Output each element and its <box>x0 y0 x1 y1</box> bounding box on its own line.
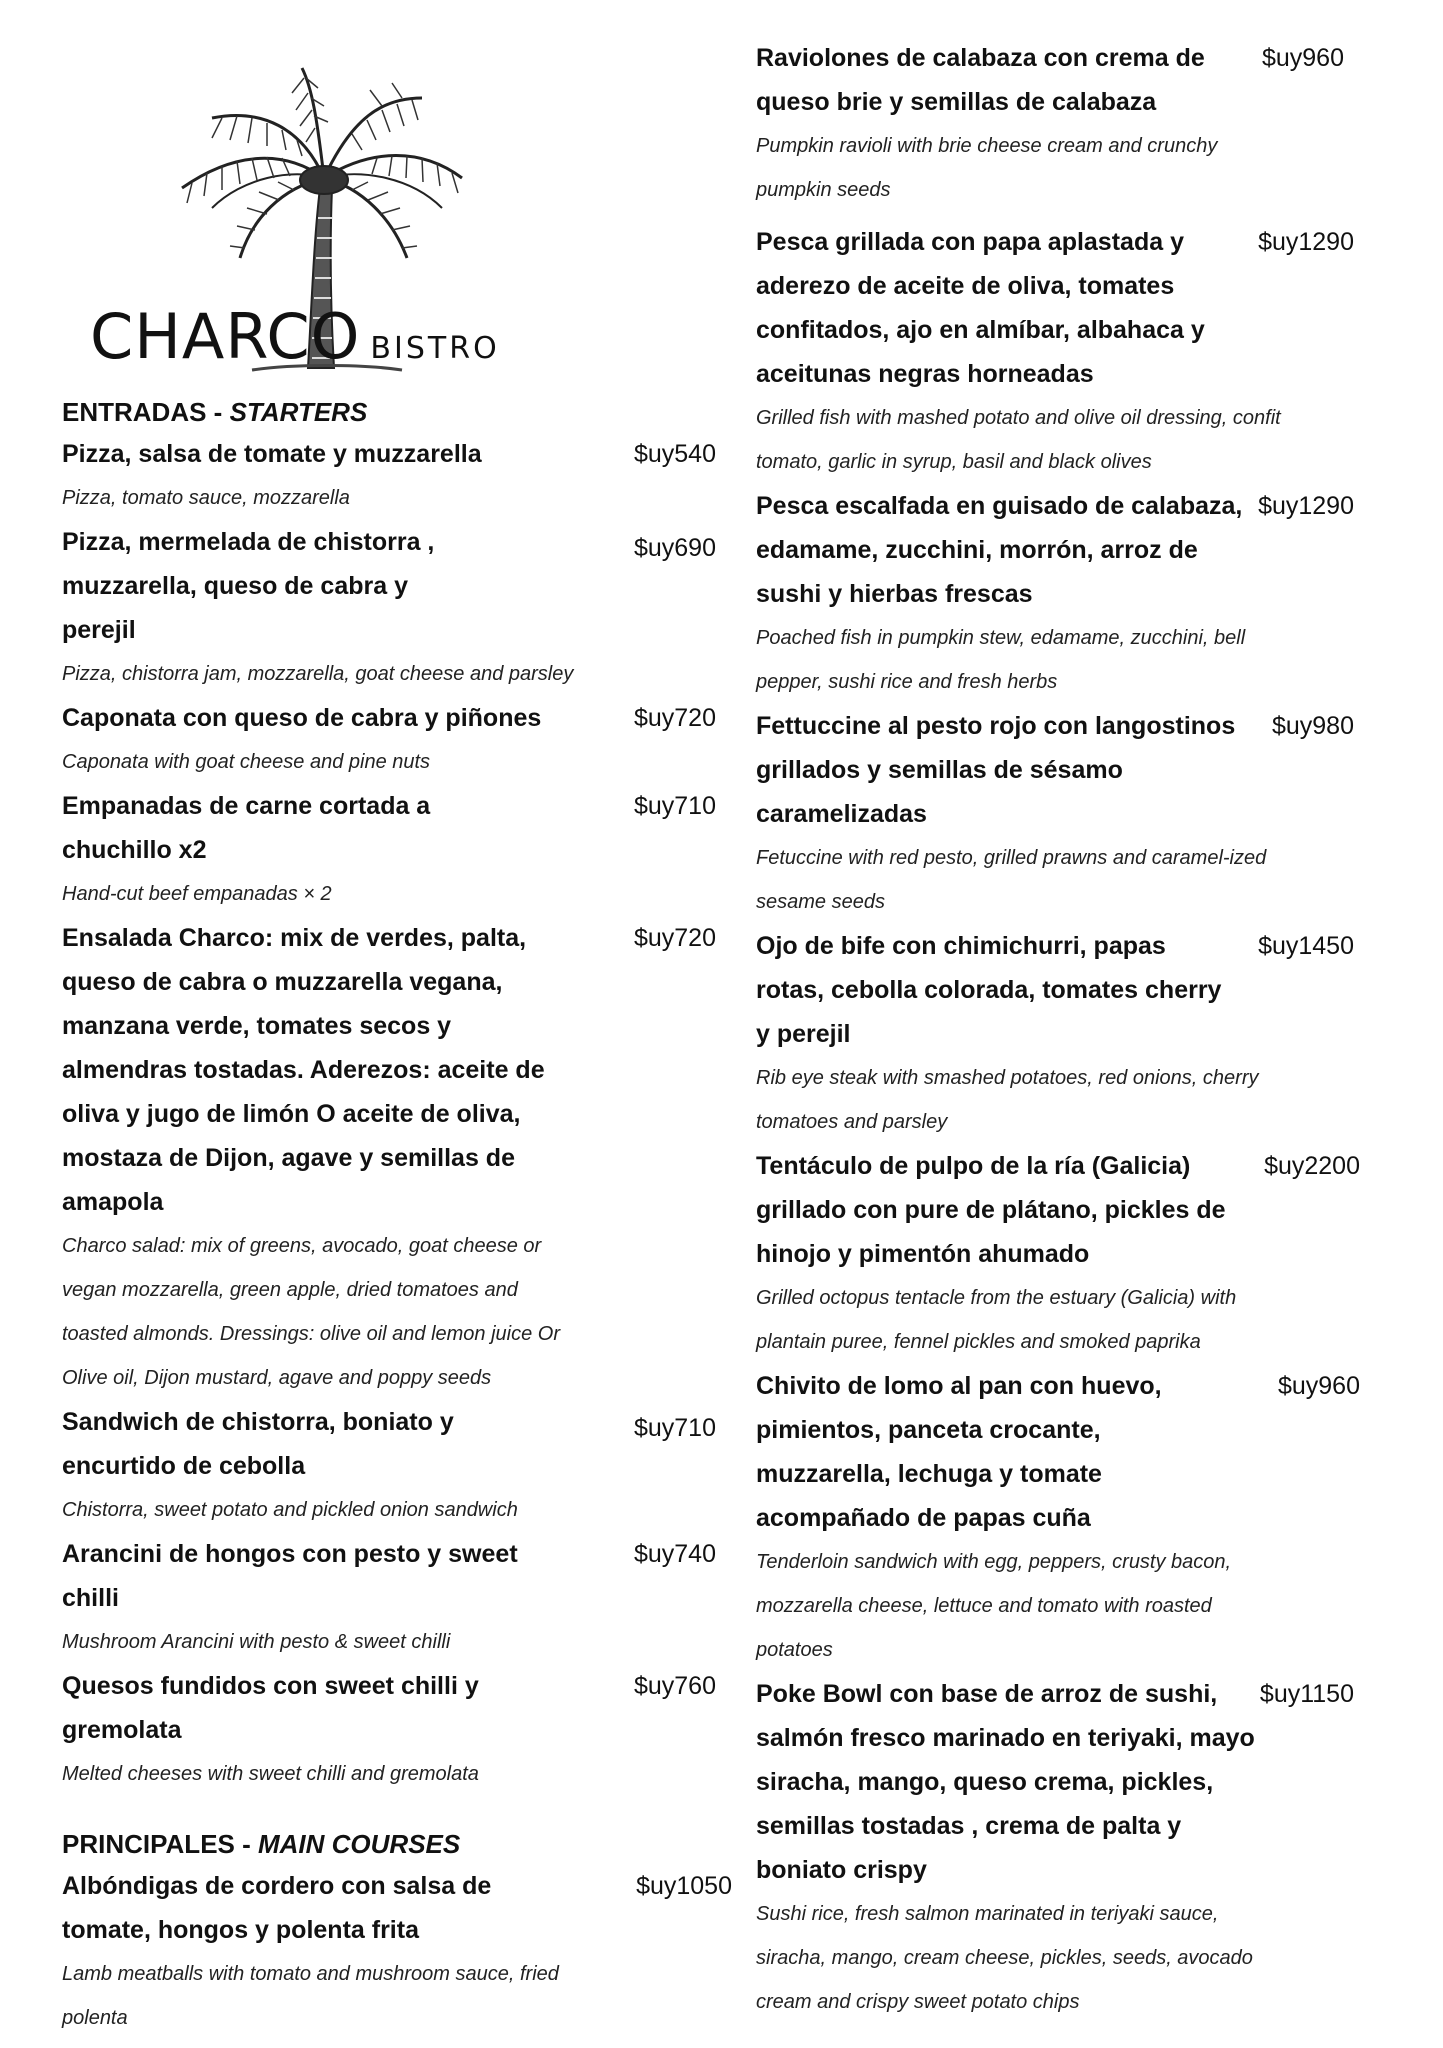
dish-name: Pesca grillada con papa aplastada y aderezo de aceite de oliva, tomates confitados, ajo en almíbar, albahaca y aceitunas negras horneadas <box>756 228 1205 388</box>
dish-name: Albóndigas de cordero con salsa de tomate, hongos y polenta frita <box>62 1872 492 1944</box>
dish-description: Mushroom Arancini with pesto & sweet chilli <box>62 1631 451 1653</box>
dish-description: Tenderloin sandwich with egg, peppers, crusty bacon, mozzarella cheese, lettuce and tomato with roasted potatoes <box>756 1551 1232 1661</box>
menu-item <box>62 784 716 916</box>
dish-name: Raviolones de calabaza con crema de queso brie y semillas de calabaza <box>756 44 1205 116</box>
menu-item <box>62 1400 716 1532</box>
dish-price: $uy1290 <box>1258 228 1354 256</box>
dish-name: Pizza, mermelada de chistorra , muzzarella, queso de cabra y perejil <box>62 528 435 644</box>
dish-price: $uy1150 <box>1259 1680 1354 1708</box>
dish-name: Empanadas de carne cortada a chuchillo x2 <box>62 792 431 864</box>
menu-item <box>756 924 1396 1144</box>
brand-subtitle: BISTRO <box>370 331 500 366</box>
menu-item <box>62 520 716 696</box>
dish-name: Poke Bowl con base de arroz de sushi, salmón fresco marinado en teriyaki, mayo siracha, mango, queso crema, pickles, semillas tostadas , crema de palta y boniato crispy <box>756 1680 1255 1884</box>
menu-item <box>756 484 1396 704</box>
dish-name: Sandwich de chistorra, boniato y encurtido de cebolla <box>62 1408 454 1480</box>
dish-name: Tentáculo de pulpo de la ría (Galicia) grillado con pure de plátano, pickles de hinojo y pimentón ahumado <box>756 1152 1226 1268</box>
dish-description: Fetuccine with red pesto, grilled prawns and caramel-ized sesame seeds <box>756 847 1267 913</box>
menu-item <box>756 1364 1396 1672</box>
menu-item <box>62 1532 716 1664</box>
dish-description: Grilled octopus tentacle from the estuary (Galicia) with plantain puree, fennel pickles and smoked paprika <box>756 1287 1237 1353</box>
dish-price: $uy1450 <box>1258 932 1354 960</box>
dish-description: Pizza, chistorra jam, mozzarella, goat cheese and parsley <box>62 663 574 685</box>
dish-name: Fettuccine al pesto rojo con langostinos grillados y semillas de sésamo caramelizadas <box>756 712 1236 828</box>
menu-item <box>756 1144 1396 1364</box>
starters-section <box>62 392 732 2040</box>
dish-description: Pizza, tomato sauce, mozzarella <box>62 487 350 509</box>
menu-item <box>62 916 716 1400</box>
dish-description: Chistorra, sweet potato and pickled onion sandwich <box>62 1499 518 1521</box>
dish-name: Ensalada Charco: mix de verdes, palta, queso de cabra o muzzarella vegana, manzana verde, tomates secos y almendras tostadas. Aderezos: aceite de oliva y jugo de limón O aceite de oliva, mostaza de Dijon, agave y semillas de amapola <box>62 924 545 1216</box>
dish-description: Poached fish in pumpkin stew, edamame, zucchini, bell pepper, sushi rice and fresh herbs <box>756 627 1246 693</box>
dish-price: $uy540 <box>633 440 716 468</box>
dish-name: Arancini de hongos con pesto y sweet chilli <box>62 1540 518 1612</box>
dish-description: Caponata with goat cheese and pine nuts <box>62 751 431 773</box>
dish-name: Quesos fundidos con sweet chilli y gremolata <box>62 1672 479 1744</box>
dish-description: Hand-cut beef empanadas × 2 <box>62 883 332 905</box>
dish-price: $uy720 <box>633 924 716 952</box>
dish-description: Pumpkin ravioli with brie cheese cream and crunchy pumpkin seeds <box>756 135 1218 201</box>
dish-description: Rib eye steak with smashed potatoes, red onions, cherry tomatoes and parsley <box>756 1067 1259 1133</box>
dish-price: $uy1050 <box>636 1872 732 1900</box>
dish-name: Chivito de lomo al pan con huevo, pimientos, panceta crocante, muzzarella, lechuga y tomate acompañado de papas cuña <box>756 1372 1162 1532</box>
starters-heading: ENTRADAS - STARTERS <box>62 397 368 427</box>
dish-price: $uy760 <box>633 1672 716 1700</box>
brand-name: CHARCO <box>90 300 361 373</box>
dish-price: $uy740 <box>633 1540 716 1568</box>
dish-description: Grilled fish with mashed potato and olive oil dressing, confit tomato, garlic in syrup, basil and black olives <box>756 407 1281 473</box>
dish-price: $uy720 <box>633 704 716 732</box>
menu-item <box>756 36 1396 212</box>
dish-price: $uy710 <box>633 1414 716 1442</box>
dish-description: Charco salad: mix of greens, avocado, goat cheese or vegan mozzarella, green apple, dried tomatoes and toasted almonds. Dressings: olive oil and lemon juice Or Olive oil, Dijon mustard, agave and poppy seeds <box>62 1235 561 1389</box>
dish-name: Pizza, salsa de tomate y muzzarella <box>62 440 482 468</box>
dish-description: Lamb meatballs with tomato and mushroom sauce, fried polenta <box>62 1963 559 2029</box>
dish-price: $uy1290 <box>1258 492 1354 520</box>
dish-name: Ojo de bife con chimichurri, papas rotas, cebolla colorada, tomates cherry y perejil <box>756 932 1222 1048</box>
dish-price: $uy2200 <box>1264 1152 1360 1180</box>
dish-price: $uy960 <box>1277 1372 1360 1400</box>
menu-item <box>62 696 716 784</box>
dish-name: Caponata con queso de cabra y piñones <box>62 704 542 732</box>
menu-item <box>62 1664 716 1796</box>
dish-price: $uy980 <box>1271 712 1354 740</box>
dish-name: Pesca escalfada en guisado de calabaza, edamame, zucchini, morrón, arroz de sushi y hierbas frescas <box>756 492 1243 608</box>
dish-description: Sushi rice, fresh salmon marinated in teriyaki sauce, siracha, mango, cream cheese, pickles, seeds, avocado cream and crispy sweet potato chips <box>756 1903 1253 2013</box>
dish-price: $uy690 <box>633 534 716 562</box>
menu-item <box>756 220 1396 484</box>
menu-item <box>756 1672 1396 2024</box>
menu-item <box>62 432 716 520</box>
mains-heading: PRINCIPALES - MAIN COURSES <box>62 1829 461 1859</box>
dish-price: $uy710 <box>633 792 716 820</box>
dish-price: $uy960 <box>1261 44 1344 72</box>
brand-logo-text <box>90 300 500 373</box>
dish-description: Melted cheeses with sweet chilli and gremolata <box>62 1763 479 1785</box>
menu-item <box>62 1864 732 2040</box>
mains-continued <box>756 36 1396 2024</box>
menu-item <box>756 704 1396 924</box>
